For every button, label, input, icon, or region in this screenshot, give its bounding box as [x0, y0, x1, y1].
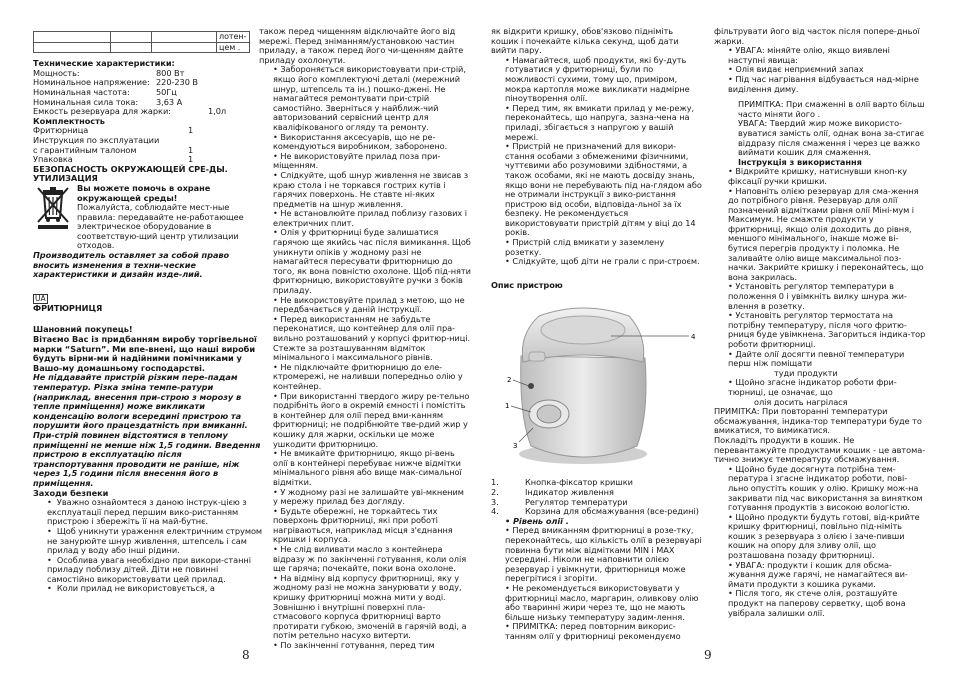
kit-title: Комплектность [33, 115, 105, 126]
top-table [33, 31, 250, 53]
oil-title: • Рівень олії . [505, 515, 569, 526]
list-item: • Особлива увага необхідно при викори-станні приладу поблизу дітей. Діти не повинні самостійно використовувати цей прилад. [47, 554, 251, 584]
list-item: • Пристрій слід вмикати у заземлену розетку. [505, 237, 665, 257]
note: УВАГА: Твердий жир може використо-вуватися замість олії, однак вона за-стигає віддразу після смаження і через це важко виймати кошик для смаження. [738, 118, 925, 158]
list-item: • Слідкуйте, щоб шнур живлення не звисав з краю стола і не торкався гострих кутів і гарячих поверхонь. Не ставте ні-яких предметів на шнур живлення. [273, 169, 469, 209]
recycle-block: Вы можете помочь в охране окружающей среды! Пожалуйста, соблюдайте мест-ные правила: передавайте не-работающее электрическое оборудование в соответствую-щий центр утилизации отходов. [33, 184, 263, 251]
list-item: • У жодному разі не залишайте уві-мкненим у мережу прилад без догляду. [273, 486, 464, 507]
list-item: • УВАГА: міняйте олію, якщо виявлені наступні явища: [728, 45, 890, 65]
svg-text:4: 4 [691, 333, 696, 342]
list-item: • Не слід виливати масло з контейнера відразу ж по закінченні готування, коли олія ще гаряча; почекайте, поки вона охолоне. [273, 544, 467, 574]
list-item: як відкрити кришку, обов'язково підніміть кошик і почекайте кілька секунд, щоб дати вийти пару. [491, 26, 679, 56]
list-item: • Не рекомендується використовувати у фритюрниці масло, маргарин, оливкову олію або тваринні жири через те, що не мають більше низьку температуру задим-лення. [505, 582, 699, 622]
list-item: • Під час нагрівання відбувається над-мірне виділення диму. [728, 73, 919, 94]
safety-title: Заходи безпеки [33, 487, 109, 498]
list-item: • Щоб уникнути ураження електричним струмом не занурюйте шнур живлення, штепсель і сам прилад у воду або інші рідини. [47, 525, 263, 556]
list-item: • Забороняється використовувати при-стрій, якщо його комплектуючі деталі (мережний шнур, штепсель та ін.) пошко-джені. Не намагайтеся ремонтувати при-стрій самостійно. Зверніться у найближ-чий авторизований сервісний центр для кваліфікованого огляду та ремонту. [273, 64, 466, 132]
page-number-right: 9 [704, 648, 712, 662]
column-2 [259, 27, 471, 651]
list-item: • Перед використанням не забудьте переконатися, що контейнер для олії пра-вильно розташований у корпусі фритюр-ниці. Стежте за розташуванням відміток мінімального і максимального рівнів. [273, 313, 470, 363]
language-badge: UA [35, 293, 46, 303]
column-4: фільтрувати його від часток після попере-дньої жарки. • УВАГА: міняйте олію, якщо виявлені наступні явища: • Олія видає неприємний запах • Під час нагрівання відбувається над-мірне виділення диму. ПРИМІТКА: При смаженні в олії варто більш часто міняти його . УВАГА: Твердий жир може використо-вуватися замість олії, однак вона за-стигає віддразу після смаження і через це важко виймати кошик для смаження. Інструкція з використання • Відкрийте кришку, натиснувши кноп-ку фіксації ручки кришки. • Наповніть олією резервуар для сма-ження до потрібного рівня. Резервуар для олії позначений відмітками рівня олії Міні-мум і Максимум. Не смажте продукти у фритюрниці, якщо олія доходить до рівня, меншого мінімального, інакше може ві-бутися перегрів продукту і поломка. Не заливайте олію вище максимальної поз-начки. Закрийте кришку і переконайтесь, що вона закрилась. • Установіть регулятор температури в положення 0 і увімкніть вилку шнура жи-влення в розетку. • Установіть регулятор термостата на потрібну температуру, після чого фритю-рниця буде увімкнена. Загориться індика-тор роботи фритюрниці. • Дайте олії досягти певної температури перш ніж поміщати туди продукти • Щойно згасне індикатор роботи фри-тюрниці, це означає, що олія досить нагрілася ПРИМІТКА: При повторанні температури обсмажування, індика-тор температури буде то вмикатися, то вимикатися. Покладіть продукти в кошик. Не перевантажуйте продуктами кошик - це автома-тично знижує температуру обсмажування. • Щойно буде досягнута потрібна тем-пература і згасне індикатор роботи, пові-льно опустіть кошик у олію. Кришку мож-на закривати під час використання за винятком готування продуктів з високою вологістю. • Щойно продукти будуть готові, від-крийте кришку фритюрниці, повільно під-німіть кошик з резервуара з олією і заче-пивши кошик на опору для зливу олії, що розташована позаду фритюрниці. • УВАГА: продукти і кошик для обсма-жування дуже гарячі, не намагайтеся ви-ймати продукти з кошика руками. • Після того, як стече олія, розташуйте продукт на паперову серветку, щоб вона увібрала залишки олії. [714, 26, 926, 618]
page-number-left: 8 [242, 648, 250, 662]
svg-text:1: 1 [505, 402, 510, 411]
producer-note: Производитель оставляет за собой право вносить изменения в техни-ческие характеристики и дизайн изде-лий. [33, 250, 230, 280]
list-item: • Олія видає неприємний запах [728, 64, 864, 75]
table-row: цем . [34, 42, 250, 53]
list-item: • Щойно буде досягнута потрібна тем-пература і згасне індикатор роботи, пові-льно опустіть кошик у олію. Кришку мож-на закривати під час використання за винятком готування продуктів з високою вологістю. [728, 463, 923, 513]
list-item: • Щойно згасне індикатор роботи фри-тюрниці, це означає, що [728, 377, 897, 397]
table-row: лотен- [34, 32, 250, 43]
specs-list: Мощность: 800 Вт Номинальное напряжение: 220-230 В Номинальная частота: 50Гц Номинальная сила тока: 3,63 А Емкость резервуара для жарки: 1,0л [33, 67, 227, 117]
list-item: • Не встановлюйте прилад поблизу газових і електричних плит. [273, 208, 468, 228]
list-item: • Слідкуйте, щоб діти не грали с при-строєм. [505, 256, 700, 267]
list-item: • Уважно ознайомтеся з даною інструк-цією з експлуатації перед першим вико-ристанням пристрою і збережіть її на май-бутнє. [47, 497, 247, 527]
list-item: • Використання аксесуарів, що не ре-комендуються виробником, заборонено. [273, 131, 448, 152]
list-item: • Перед тим, як вмикати прилад у ме-режу, переконайтесь, що напруга, зазна-чена на приладі, збігається з напругою у вашій мережі. [505, 102, 695, 142]
list-item: 1. Кнопка-фіксатор кришки [491, 477, 633, 488]
list-item: • ПРИМІТКА: перед повторним викорис-танням олії у фритюрниці рекомендуємо [505, 621, 681, 641]
fryer-illustration [491, 296, 715, 474]
kit-list: Фритюрница 1 Инструкция по эксплуатации с гарантийным талоном 1 Упаковка 1 [33, 125, 194, 165]
greeting: Шановний покупець! [33, 324, 133, 335]
list-item: • Щойно продукти будуть готові, від-крийте кришку фритюрниці, повільно під-німіть кошик з резервуара з олією і заче-пивши кошик на опору для зливу олії, що розташована позаду фритюрниці. [728, 511, 920, 561]
list-item: • Установіть регулятор температури в положення 0 і увімкніть вилку шнура жи-влення в розетку. [728, 281, 907, 311]
list-item: • Відкрийте кришку, натиснувши кноп-ку фіксації ручки кришки. [728, 166, 908, 186]
list-item: 3. Регулятор температури [491, 496, 628, 507]
list-item: 4. Корзина для обсмажування (все-редині) [491, 506, 699, 517]
list-item: • Намагайтеся, щоб продукти, які бу-дуть готуватися у фритюрниці, були по можливості сухими, тому що, приміром, мокра картопля може викликати надмірне піноутворення олії. [505, 54, 690, 104]
list-item: • Установіть регулятор термостата на потрібну температуру, після чого фритю-рниця буде увімкнена. Загориться індика-тор роботи фритюрниці. [728, 310, 926, 349]
list-item: • Пристрій не призначений для викори-стання особами з обмеженими фізичними, чуттєвими або розумовими здібностями, а також особами, які не мають досвіду знань, якщо вони не перебувають під на-глядом або не отримали інструкції з вико-ристання пристрою від особи, відповіда-льної за їх безпеку. Не рекомендується використовувати пристрій дітям у віці до 14 років. [505, 141, 702, 238]
list-item: • На відміну від корпусу фритюрниці, яку у жодному разі не можна занурювати у воду, кришку фритюрниці можна мити у воді. Зовнішню і внутрішні поверхні пла-стмасового корпуса фритюрниці варто протирати губкою, змоченій в гарячій воді, а потім ретельно насухо витерти. [273, 572, 467, 641]
list-item: • Не використовуйте прилад поза при-міщенням. [273, 150, 441, 171]
list-item: • Дайте олії досягти певної температури перш ніж поміщати [728, 348, 905, 369]
list-item: • При використанні твердого жиру ре-тельно подрібніть його в окремій ємності і помістіть в контейнер для олії перед вми-канням фритюрниці; не подрібнюйте тве-рдий жир у кошику для жарки, оскільки це може ушкодити фритюрницю. [273, 390, 470, 449]
list-item: • Не підключайте фритюрницю до еле-ктромережі, не наливши попередньо олію у контейнер. [273, 361, 463, 391]
list-item: • УВАГА: продукти і кошик для обсма-жування дуже гарячі, не намагайтеся ви-ймати продукти з кошика руками. [728, 559, 908, 589]
note: ПРИМІТКА: При смаженні в олії варто більш часто міняти його . [738, 99, 925, 119]
svg-text:3: 3 [513, 442, 518, 451]
list-item: • Після того, як стече олія, розташуйте продукт на паперову серветку, щоб вона увібрала залишки олії. [728, 588, 906, 618]
list-item: • Перед вмиканням фритюрниці в розе-тку, переконайтесь, що кількість олії в резервуарі повинна бути між відмітками MIN і MAX усередині. Ніколи не наповнити олією резервуар і увімкнути, фритюрниця може перегрітися і згоріти. [505, 525, 702, 584]
list-item: • Будьте обережні, не торкайтесь тих поверхонь фритюрниці, які при роботі нагріваються, наприклад місця з'єднання кришки і корпуса. [273, 505, 453, 545]
list-item: • Наповніть олією резервуар для сма-ження до потрібного рівня. Резервуар для олії позначений відмітками рівня олії Міні-мум і Максимум. Не смажте продукти у фритюрниці, якщо олія доходить до рівня, меншого мінімального, інакше може ві-бутися перегрів продукту і поломка. Не заливайте олію вище максимальної поз-начки. Закрийте кришку і переконайтесь, що вона закрилась. [728, 185, 924, 282]
column-3 [491, 27, 703, 642]
list-item: • Коли прилад не використовується, а [47, 583, 215, 594]
note: ПРИМІТКА: При повторанні температури обсмажування, індика-тор температури буде то вмикатися, то вимикатися. [714, 406, 922, 436]
list-item: • Не використовуйте прилад з метою, що не передбачається у даній інструкції. [273, 294, 465, 315]
svg-text:2: 2 [507, 376, 512, 385]
list-item: також перед чищенням відключайте його від мережі. Перед зніманням/установкою частин приладу, а також перед його чи-щенням дайте приладу охолонути. [259, 26, 464, 65]
crossed-bin-icon [33, 184, 77, 251]
disposal-title: БЕЗОПАСНОСТЬ ОКРУЖАЮЩЕЙ СРЕ-ДЫ. УТИЛИЗАЦИЯ [33, 163, 228, 184]
list-item: • Олія у фритюрниці буде залишатися гарячою ще якийсь час після вимикання. Щоб уникнути опіків у жодному разі не намагайтеся пересувати фритюрницю до того, як вона повністю охолоне. Щоб під-няти фритюрницю, використовуйте ручки з боків приладу. [273, 227, 471, 296]
column-1 [33, 31, 263, 594]
list-item: • По закінченні готування, перед тим [273, 640, 435, 650]
product-title: ФРИТЮРНИЦЯ [33, 302, 103, 313]
list-item: 2. Індикатор живлення [491, 487, 614, 498]
instructions-title: Інструкція з використання [738, 156, 862, 167]
parts-legend [491, 478, 703, 516]
temperature-warning: Не піддавайте пристрій різким пере-падам температур. Різка зміна темпе-ратури (наприклад, внесення при-строю з морозу в теплe приміщення) може викликати конденсацію вологи всередині пристрою та порушити його працездатність при вмиканні. При-стрій повинен відстоятися в теплому приміщенні не менше ніж 1,5 години. Введення пристрою в експлуатацію після транспортування проводити не раніше, ніж через 1,5 години після внесення його в приміщення. [33, 372, 261, 488]
list-item: • Не вмикайте фритюрницю, якщо рі-вень олії в контейнері перебуває нижче відмітки мінімального рівня або вище мак-симальної відмітки. [273, 448, 462, 487]
thanks-text: Вітаємо Вас із придбанням виробу торгівельної марки “Saturn”. Ми впе-внені, що наші вироби будуть вірни-ми й надійними помічниками у Вашо-му домашньому господарстві. [33, 334, 257, 373]
tech-title: Технические характеристики: [33, 58, 175, 69]
description-title: Опис пристрою [491, 279, 563, 290]
